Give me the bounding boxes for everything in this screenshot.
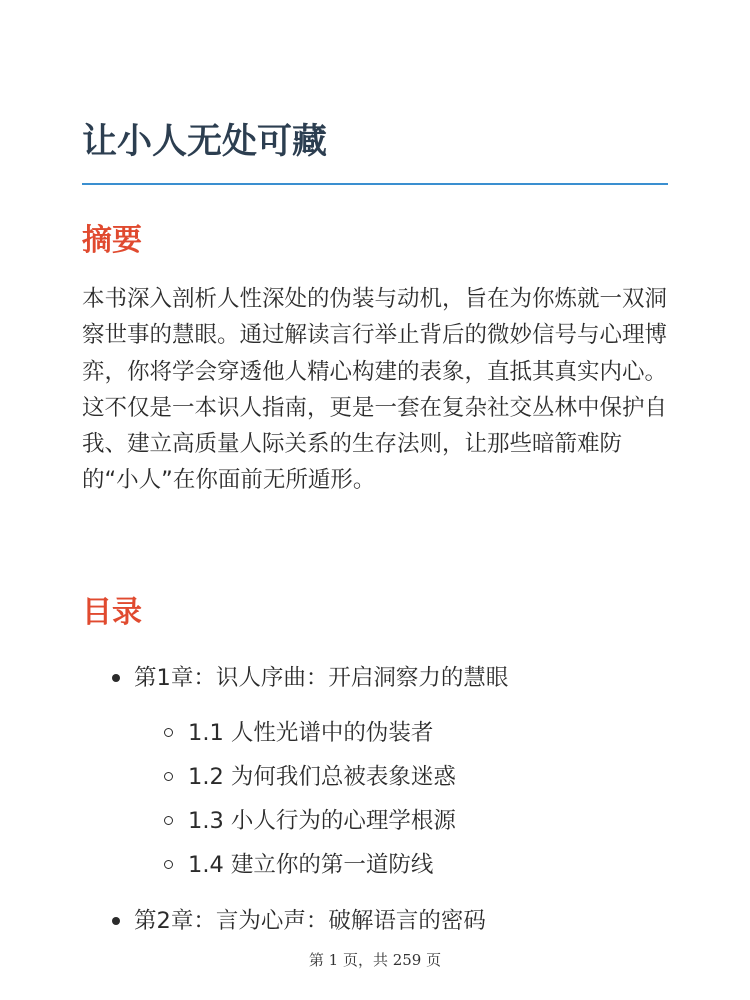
bullet-icon [112,674,120,682]
hollow-bullet-icon [164,772,173,781]
toc-section-1-3[interactable]: 1.3 小人行为的心理学根源 [188,808,456,834]
toc-chapter-2[interactable]: 第2章：言为心声：破解语言的密码 [134,908,486,934]
bullet-icon [112,917,120,925]
abstract-text: 本书深入剖析人性深处的伪装与动机，旨在为你炼就一双洞察世事的慧眼。通过解读言行举止背后的微妙信号与心理博弈，你将学会穿透他人精心构建的表象，直抵其真实内心。这不仅是一本识人指南，更是一套在复杂社交丛林中保护自我、建立高质量人际关系的生存法则，让那些暗箭难防的“小人”在你面前无所遁形。 [82,286,668,494]
toc-heading: 目录 [82,595,142,630]
toc-section-1-1[interactable]: 1.1 人性光谱中的伪装者 [188,720,434,746]
hollow-bullet-icon [164,816,173,825]
toc-chapter-1[interactable]: 第1章：识人序曲：开启洞察力的慧眼 [134,665,509,691]
hollow-bullet-icon [164,728,173,737]
abstract-heading: 摘要 [82,223,142,258]
book-title: 让小人无处可藏 [82,122,328,162]
title-divider [82,183,668,185]
toc-section-1-2[interactable]: 1.2 为何我们总被表象迷惑 [188,764,456,790]
page-number-footer: 第 1 页，共 259 页 [308,951,442,969]
hollow-bullet-icon [164,860,173,869]
toc-section-1-4[interactable]: 1.4 建立你的第一道防线 [188,852,434,878]
